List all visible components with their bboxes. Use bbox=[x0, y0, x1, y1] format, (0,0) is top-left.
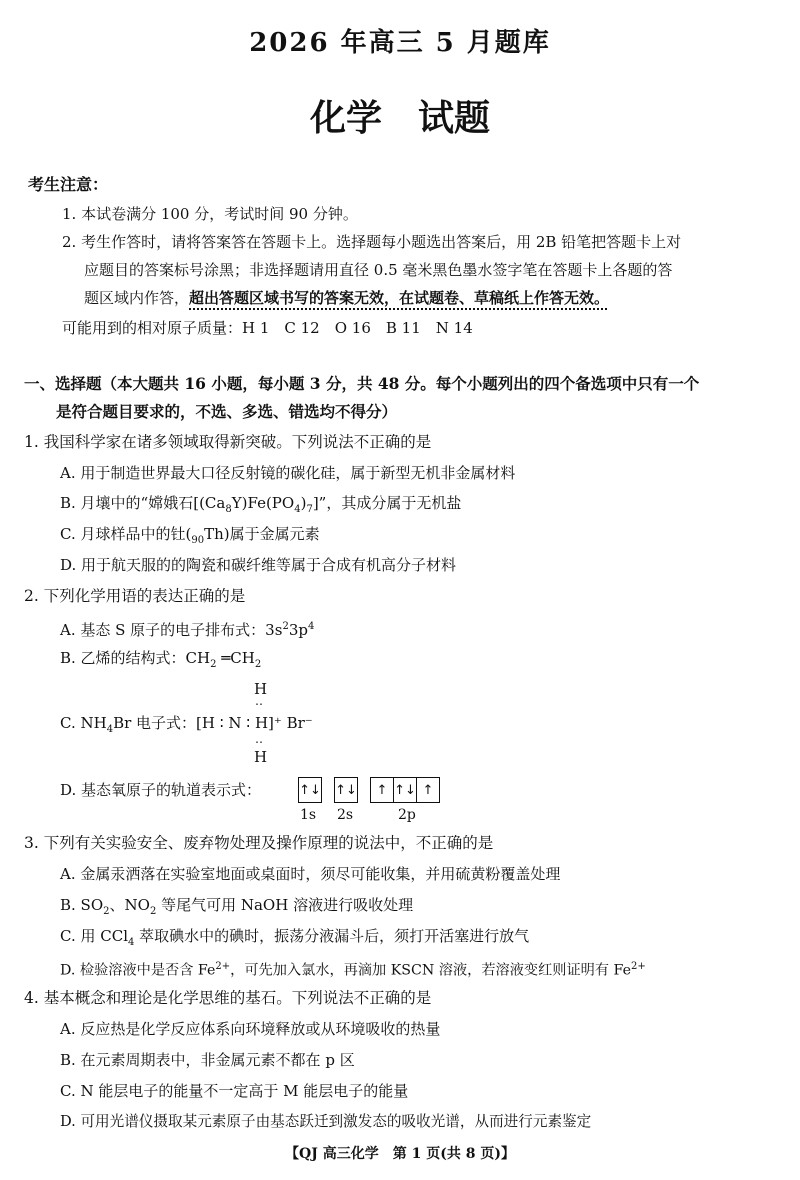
q2-b-sub-2: 2 bbox=[254, 659, 262, 670]
q1-b-text-2: Y)Fe(PO bbox=[231, 494, 295, 512]
q1-b-sub-1: 8 bbox=[225, 504, 232, 515]
q1-b-text-4: ]”，其成分属于无机盐 bbox=[312, 494, 462, 512]
q1-option-d: D. 用于航天服的的陶瓷和碳纤维等属于合成有机高分子材料 bbox=[60, 556, 457, 574]
q2-b-sub-1: 2 bbox=[210, 659, 217, 670]
q3-b-sub-1: 2 bbox=[103, 906, 110, 917]
q2-b-text-1: B. 乙烯的结构式：CH bbox=[60, 649, 211, 667]
q3-option-d bbox=[60, 957, 646, 981]
orbital-2p-cell-2: ↑↓ bbox=[394, 778, 417, 802]
q1-option-b bbox=[60, 493, 461, 520]
q4-option-c: C. N 能层电子的能量不一定高于 M 能层电子的能量 bbox=[60, 1082, 409, 1100]
orbital-box-1s bbox=[298, 777, 322, 803]
q1-stem: 1. 我国科学家在诸多领域取得新突破。下列说法不正确的是 bbox=[24, 433, 432, 451]
atomic-mass-line: 可能用到的相对原子质量：H 1 C 12 O 16 B 11 N 14 bbox=[62, 319, 473, 337]
orbital-label-2p: 2p bbox=[398, 807, 416, 823]
q2-option-b bbox=[60, 648, 261, 675]
q2-a-text-1: A. 基态 S 原子的电子排布式：3s bbox=[60, 621, 283, 639]
orbital-label-2s: 2s bbox=[337, 807, 354, 823]
notice-item-1: 1. 本试卷满分 100 分，考试时间 90 分钟。 bbox=[62, 205, 358, 223]
electron-dot-pair-bottom: ‥ bbox=[255, 732, 264, 746]
q2-a-sup-2: 4 bbox=[307, 621, 315, 632]
q1-c-sub: 90 bbox=[191, 535, 205, 546]
q3-option-b bbox=[60, 895, 413, 922]
q3-d-text-1: D. 检验溶液中是否含 Fe bbox=[60, 962, 216, 979]
q2-c-sub: 4 bbox=[106, 724, 114, 735]
q1-c-text-1: C. 月球样品中的钍( bbox=[60, 525, 192, 543]
orbital-2s-cell: ↑↓ bbox=[335, 782, 357, 798]
q2-c-text-1: C. NH bbox=[60, 714, 107, 732]
notice-heading: 考生注意： bbox=[28, 175, 109, 194]
q1-b-sub-2: 4 bbox=[294, 504, 301, 515]
section-1-heading-line-1: 一、选择题（本大题共 16 小题，每小题 3 分，共 48 分。每个小题列出的四个备选项中只有一个 bbox=[24, 374, 700, 393]
q2-stem: 2. 下列化学用语的表达正确的是 bbox=[24, 587, 246, 605]
q1-b-sub-3: 7 bbox=[306, 504, 313, 515]
q3-b-text-2: 、NO bbox=[109, 896, 150, 914]
page-footer: 【QJ 高三化学 第 1 页(共 8 页)】 bbox=[285, 1146, 515, 1162]
q2-c-text-2: Br 电子式：[H ∶ N ∶ H]⁺ Br⁻ bbox=[113, 714, 313, 732]
notice-emphasis: 超出答题区域书写的答案无效，在试题卷、草稿纸上作答无效。 bbox=[189, 289, 610, 307]
q2-b-text-2: ═CH bbox=[216, 649, 255, 667]
q3-stem: 3. 下列有关实验安全、废弃物处理及操作原理的说法中，不正确的是 bbox=[24, 834, 494, 852]
q3-b-text-3: 等尾气可用 NaOH 溶液进行吸收处理 bbox=[156, 896, 414, 914]
q3-d-sup-1: 2+ bbox=[215, 961, 231, 972]
orbital-box-2p bbox=[370, 777, 440, 803]
q4-option-d: D. 可用光谱仪摄取某元素原子由基态跃迁到激发态的吸收光谱，从而进行元素鉴定 bbox=[60, 1113, 592, 1130]
q3-c-text-2: 萃取碘水中的碘时，振荡分液漏斗后，须打开活塞进行放气 bbox=[134, 927, 530, 945]
q1-b-text-3: ) bbox=[300, 494, 307, 512]
q3-d-sup-2: 2+ bbox=[631, 961, 646, 972]
orbital-box-2s bbox=[334, 777, 358, 803]
q3-c-sub: 4 bbox=[128, 937, 135, 948]
q2-option-c bbox=[60, 713, 313, 740]
subject-title: 化学 试题 bbox=[309, 97, 490, 139]
q3-option-c bbox=[60, 926, 529, 953]
q1-option-c bbox=[60, 524, 320, 551]
q1-option-a: A. 用于制造世界最大口径反射镜的碳化硅，属于新型无机非金属材料 bbox=[60, 464, 516, 482]
section-1-heading-line-2: 是符合题目要求的，不选、多选、错选均不得分） bbox=[56, 402, 398, 421]
q1-b-text-1: B. 月壤中的“嫦娥石[(Ca bbox=[60, 494, 226, 512]
electron-dot-pair-top: ‥ bbox=[255, 694, 264, 708]
notice-item-2-line-3-text: 题区域内作答， bbox=[84, 289, 190, 307]
q3-c-text-1: C. 用 CCl bbox=[60, 927, 128, 945]
q3-option-a: A. 金属汞洒落在实验室地面或桌面时，须尽可能收集，并用硫黄粉覆盖处理 bbox=[60, 865, 561, 883]
q4-option-a: A. 反应热是化学反应体系向环境释放或从环境吸收的热量 bbox=[60, 1020, 441, 1038]
q1-c-text-2: Th)属于金属元素 bbox=[204, 525, 320, 543]
orbital-2p-cell-3: ↑ bbox=[422, 782, 434, 798]
q3-d-text-2: ，可先加入氯水，再滴加 KSCN 溶液，若溶液变红则证明有 Fe bbox=[230, 962, 632, 979]
orbital-label-1s: 1s bbox=[300, 807, 317, 823]
electron-dot-h-top: H bbox=[254, 680, 268, 698]
q3-b-sub-2: 2 bbox=[149, 906, 157, 917]
orbital-1s-cell: ↑↓ bbox=[299, 782, 321, 798]
q2-a-sup-1: 2 bbox=[282, 621, 289, 632]
q4-option-b: B. 在元素周期表中，非金属元素不都在 p 区 bbox=[60, 1051, 355, 1069]
notice-item-2-line-2: 应题目的答案标号涂黑；非选择题请用直径 0.5 毫米黑色墨水签字笔在答题卡上各题的答 bbox=[84, 261, 673, 279]
q2-a-text-2: 3p bbox=[288, 621, 308, 639]
orbital-2p-cell-1: ↑ bbox=[371, 778, 394, 802]
notice-item-2-line-3 bbox=[84, 288, 609, 308]
electron-dot-h-bottom: H bbox=[254, 748, 268, 766]
notice-item-2-line-1: 2. 考生作答时，请将答案答在答题卡上。选择题每小题选出答案后，用 2B 铅笔把答题卡上对 bbox=[62, 233, 682, 251]
q3-b-text-1: B. SO bbox=[60, 896, 104, 914]
q2-option-a bbox=[60, 617, 314, 640]
exam-title: 2026 年高三 5 月题库 bbox=[249, 28, 551, 58]
q4-stem: 4. 基本概念和理论是化学思维的基石。下列说法不正确的是 bbox=[24, 989, 432, 1007]
q2-option-d: D. 基态氧原子的轨道表示式： bbox=[60, 781, 262, 799]
